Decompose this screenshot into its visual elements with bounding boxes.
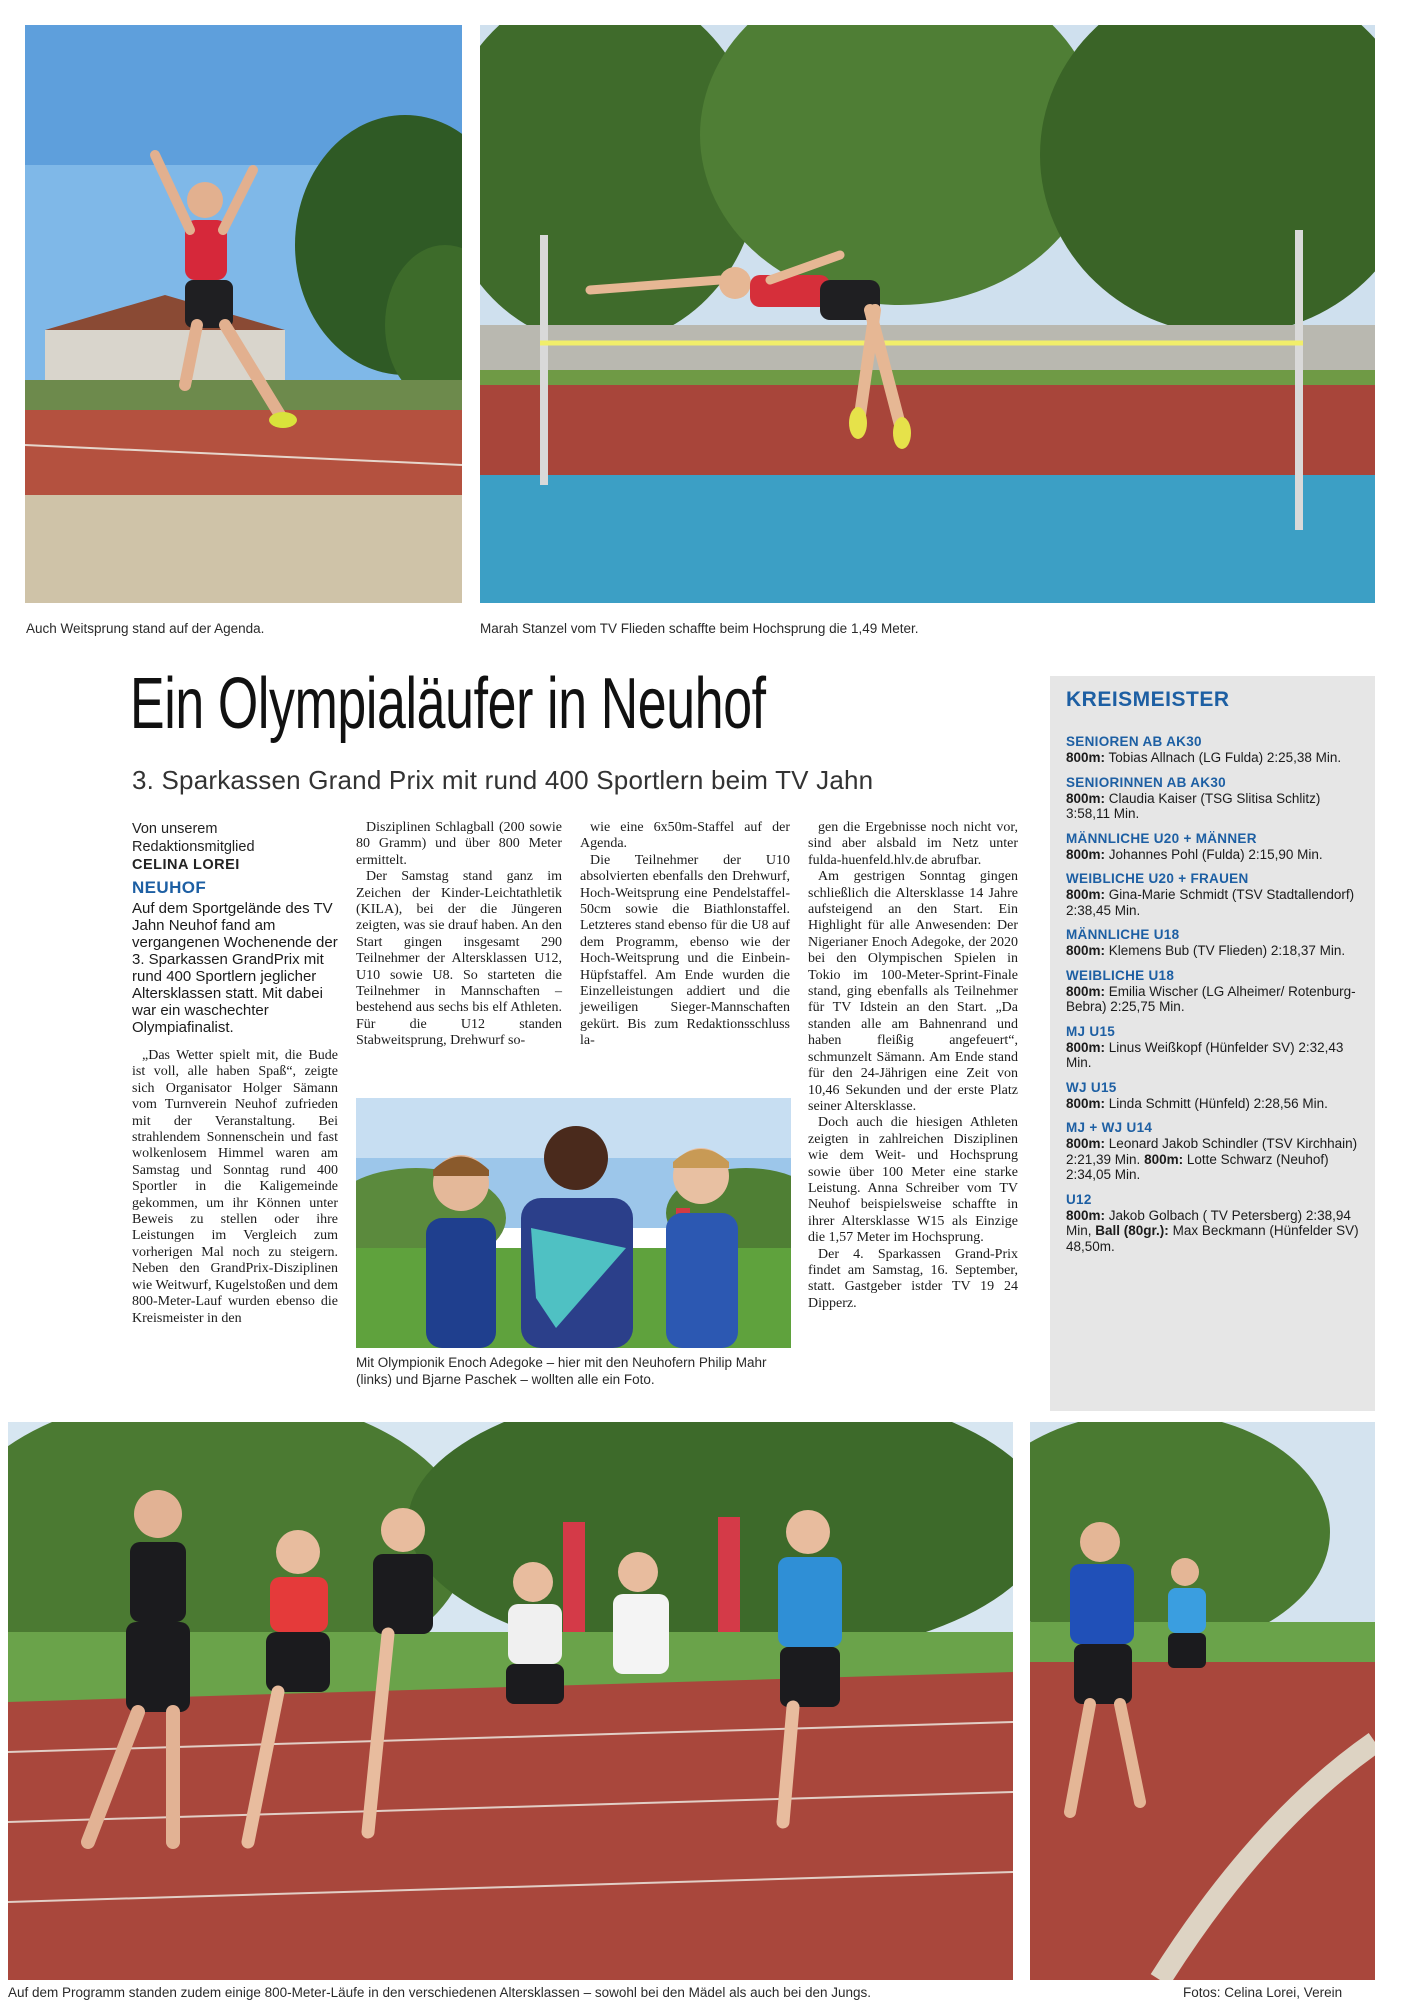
headline: Ein Olympialäufer in Neuhof bbox=[130, 664, 766, 744]
body-paragraph: „Das Wetter spielt mit, die Bude ist voll, alle haben Spaß“, zeigte sich Organisator Holger Sämann vom Turnverein Neuhof zufrieden mit der Veranstaltung. Bei strahlendem Sonnenschein und fast wolkenlosem Himmel waren am Samstag und Sonntag rund 400 Sportler in die Kaligemeinde gekommen, um ihr Können unter Beweis zu stellen oder ihre Leistungen im Vergleich zum vorherigen Mal noch zu steigern. Neben den GrandPrix-Disziplinen wie Weitwurf, Kugelstoßen und dem 800-Meter-Lauf wurden ebenso die Kreismeister in den bbox=[132, 1048, 338, 1326]
result-text: 800m: Johannes Pohl (Fulda) 2:15,90 Min. bbox=[1066, 846, 1323, 862]
body-paragraph: Am gestrigen Sonntag gingen schließlich die Altersklasse 14 Jahre aufsteigend an den Start. Ein Highlight für alle Anwesenden: Der Nigerianer Enoch Adegoke, der 2020 bei den Olympischen Spielen in Tokio im 100-Meter-Sprint-Finale stand, ging ebenfalls als Teilnehmer für TV Idstein an den Start. „Da standen alle am Bahnenrand und haben fleißig angefeuert“, schmunzelt Sämann. Am Ende stand für den 24-Jährigen eine Zeit von 10,46 Sekunden und der erste Platz seiner Altersklasse. bbox=[808, 869, 1018, 1114]
result-category: SENIORINNEN AB AK30 bbox=[1066, 774, 1226, 790]
article-column-3 bbox=[580, 820, 790, 1050]
result-text: 800m: Tobias Allnach (LG Fulda) 2:25,38 Min. bbox=[1066, 750, 1342, 765]
result-category: MJ U15 bbox=[1066, 1023, 1116, 1039]
result-category: U12 bbox=[1066, 1191, 1092, 1207]
result-item bbox=[1066, 1120, 1366, 1183]
caption-longjump: Auch Weitsprung stand auf der Agenda. bbox=[26, 621, 265, 636]
sidebar-results-list bbox=[1066, 734, 1366, 1263]
result-item bbox=[1066, 1080, 1366, 1112]
result-category: WEIBLICHE U20 + FRAUEN bbox=[1066, 871, 1249, 886]
body-paragraph: gen die Ergebnisse noch nicht vor, sind aber alsbald im Netz unter fulda-huenfeld.hlv.de abrufbar. bbox=[808, 820, 1018, 868]
result-text: 800m: Jakob Golbach ( TV Petersberg) 2:38,94 Min, Ball (80gr.): Max Beckmann (Hünfelder SV) 48,50m. bbox=[1066, 1207, 1359, 1254]
result-item bbox=[1066, 871, 1366, 918]
body-paragraph: Der 4. Sparkassen Grand-Prix findet am Samstag, 16. September, statt. Gastgeber istder TV 19 24 Dipperz. bbox=[808, 1246, 1018, 1311]
caption-highjump: Marah Stanzel vom TV Flieden schaffte beim Hochsprung die 1,49 Meter. bbox=[480, 621, 919, 636]
result-text: 800m: Leonard Jakob Schindler (TSV Kirchhain) 2:21,39 Min. 800m: Lotte Schwarz (Neuhof) 2:34,05 Min. bbox=[1066, 1136, 1358, 1182]
result-category: MÄNNLICHE U20 + MÄNNER bbox=[1066, 830, 1257, 846]
result-item bbox=[1066, 831, 1366, 863]
sidebar-title: KREISMEISTER bbox=[1066, 688, 1230, 711]
result-item bbox=[1066, 1192, 1366, 1255]
result-category: SENIOREN AB AK30 bbox=[1066, 734, 1202, 749]
article-column-1 bbox=[132, 820, 338, 1327]
result-item bbox=[1066, 775, 1366, 822]
photo-highjump bbox=[480, 25, 1375, 603]
result-category: MÄNNLICHE U18 bbox=[1066, 927, 1180, 942]
photo-credit: Fotos: Celina Lorei, Verein bbox=[1183, 1985, 1343, 2000]
result-text: 800m: Linda Schmitt (Hünfeld) 2:28,56 Min. bbox=[1066, 1095, 1328, 1111]
result-text: 800m: Claudia Kaiser (TSG Slitisa Schlitz) 3:58,11 Min. bbox=[1066, 790, 1321, 821]
sidebar-kreismeister bbox=[1050, 676, 1375, 1411]
caption-olympian bbox=[356, 1354, 796, 1388]
result-text: 800m: Klemens Bub (TV Flieden) 2:18,37 Min. bbox=[1066, 943, 1346, 958]
result-item bbox=[1066, 1024, 1366, 1071]
result-text: 800m: Linus Weißkopf (Hünfelder SV) 2:32,43 Min. bbox=[1066, 1039, 1344, 1070]
lead-paragraph: Auf dem Sportgelände des TV Jahn Neuhof fand am vergangenen Wochenende der 3. Sparkassen GrandPrix mit rund 400 Sportlern jeglicher Altersklassen statt. Mit dabei war ein waschechter Olympiafinalist. bbox=[132, 900, 338, 1036]
article-column-4 bbox=[808, 820, 1018, 1312]
result-category: WJ U15 bbox=[1066, 1079, 1117, 1095]
photo-runners-start bbox=[8, 1422, 1013, 1980]
body-paragraph: Disziplinen Schlagball (200 sowie 80 Gramm) und über 800 Meter ermittelt. bbox=[356, 820, 562, 868]
result-text: 800m: Emilia Wischer (LG Alheimer/ Rotenburg-Bebra) 2:25,75 Min. bbox=[1066, 983, 1356, 1014]
body-paragraph: Doch auch die hiesigen Athleten zeigten in zahlreichen Disziplinen wie dem Weit- und Hochsprung sowie über 100 Meter eine starke Leistung. Anna Schreiber vom TV Neuhof beispielsweise schaffte in ihrer Altersklasse W15 als Einzige die 1,57 Meter im Hochsprung. bbox=[808, 1115, 1018, 1246]
caption-runners: Auf dem Programm standen zudem einige 800-Meter-Läufe in den verschiedenen Altersklassen – sowohl bei den Mädel als auch bei den Jungs. bbox=[8, 1985, 872, 2000]
byline-line1: Von unserem bbox=[132, 821, 218, 837]
result-item bbox=[1066, 968, 1366, 1015]
photo-olympian bbox=[356, 1098, 791, 1348]
result-text: 800m: Gina-Marie Schmidt (TSV Stadtallendorf) 2:38,45 Min. bbox=[1066, 887, 1355, 918]
result-item bbox=[1066, 734, 1366, 766]
result-category: WEIBLICHE U18 bbox=[1066, 967, 1175, 983]
result-item bbox=[1066, 927, 1366, 959]
caption-olympian-text: Mit Olympionik Enoch Adegoke – hier mit den Neuhofern Philip Mahr (links) und Bjarne Paschek – wollten alle ein Foto. bbox=[356, 1355, 767, 1387]
photo-boys-race bbox=[1030, 1422, 1375, 1980]
byline-line2: Redaktionsmitglied bbox=[132, 839, 255, 855]
body-paragraph: wie eine 6x50m-Staffel auf der Agenda. bbox=[580, 820, 790, 852]
byline-author: CELINA LOREI bbox=[132, 857, 240, 873]
article-column-2 bbox=[356, 820, 562, 1050]
dateline: NEUHOF bbox=[132, 878, 207, 897]
byline bbox=[132, 820, 338, 874]
body-paragraph: Der Samstag stand ganz im Zeichen der Kinder-Leichtathletik (KILA), bei der die Jüngeren zeigten, was sie drauf haben. An den Start gingen insgesamt 290 Teilnehmer der Altersklassen U12, U10 sowie U8. So starteten die Teilnehmer in Mannschaften – bestehend aus sechs bis elf Athleten. Für die U12 standen Stabweitsprung, Drehwurf so- bbox=[356, 869, 562, 1049]
result-category: MJ + WJ U14 bbox=[1066, 1120, 1153, 1135]
photo-longjump bbox=[25, 25, 462, 603]
body-paragraph: Die Teilnehmer der U10 absolvierten ebenfalls den Drehwurf, Hoch-Weitsprung eine Pendelstaffel-50cm sowie die Biathlonstaffel. Letzteres stand ebenso für die U8 auf dem Programm, ebenso wie der Hoch-Weitsprung und die Einbein-Hüpfstaffel. Am Ende wurden die Einzelleistungen addiert und die jeweiligen Sieger-Mannschaften gekürt. Bis zum Redaktionsschluss la- bbox=[580, 852, 790, 1049]
subheadline: 3. Sparkassen Grand Prix mit rund 400 Sportlern beim TV Jahn bbox=[132, 765, 874, 795]
